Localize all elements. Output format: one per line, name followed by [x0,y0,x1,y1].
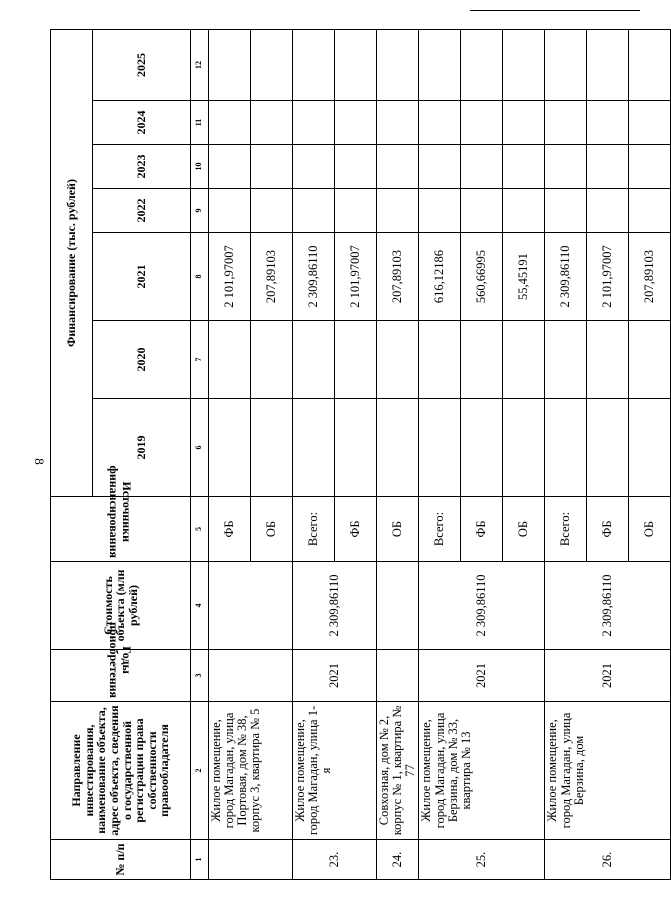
row-amount-empty [629,29,671,100]
row-amount-empty [209,29,251,100]
row-amount-empty [545,29,587,100]
row-amount-empty [503,321,545,399]
row-amount-empty [335,399,377,497]
row-source: ОБ [629,497,671,562]
row-amount-empty [545,101,587,145]
row-amount-empty [461,29,503,100]
header-year-2025: 2025 [93,29,191,100]
row-amount-empty [503,399,545,497]
table-row [377,29,419,879]
row-object: Совхозная, дом № 2, корпус № 1, квартира № 77 [377,702,419,840]
header-direction: Направление инвестирования, наименование объекта, адрес объекта, сведения о государственной регистрации права собственности правообладателя [51,702,191,840]
row-amount-empty [209,399,251,497]
row-amount-empty [377,101,419,145]
row-amount-2021: 2 309,86110 [545,233,587,321]
header-year-2019: 2019 [93,399,191,497]
header-cost: Стоимость объекта (млн рублей) [51,562,191,650]
row-amount-empty [209,321,251,399]
index-cell: 1 [191,840,209,880]
row-amount-empty [377,29,419,100]
index-cell: 7 [191,321,209,399]
row-amount-empty [335,321,377,399]
row-amount-2021: 2 101,97007 [209,233,251,321]
row-amount-empty [587,101,629,145]
row-amount-empty [503,101,545,145]
row-amount-empty [461,399,503,497]
row-object: Жилое помещение, город Магадан, улица Берзина, дом [545,702,671,840]
row-amount-empty [377,145,419,189]
row-amount-empty [251,101,293,145]
row-amount-empty [335,29,377,100]
row-source: ОБ [377,497,419,562]
row-amount-empty [293,399,335,497]
row-source: ФБ [335,497,377,562]
header-source-text: Источники финансирования [107,465,135,558]
row-source: ОБ [503,497,545,562]
row-amount-empty [461,321,503,399]
row-amount-empty [503,29,545,100]
row-amount-2021: 616,12186 [419,233,461,321]
rotated-table-wrapper [50,30,657,880]
row-year: 2021 [293,650,377,702]
row-amount-empty [419,189,461,233]
row-source: Всего: [419,497,461,562]
row-cost: 2 309,86110 [545,562,671,650]
row-amount-empty [335,189,377,233]
header-years [51,621,191,702]
row-amount-empty [461,145,503,189]
table-row [293,29,335,879]
financing-table [50,29,671,880]
row-year: 2021 [419,650,545,702]
row-amount-empty [545,399,587,497]
row-amount-empty [419,101,461,145]
row-amount-empty [251,399,293,497]
row-amount-empty [587,189,629,233]
row-amount-2021: 207,89103 [629,233,671,321]
index-cell: 8 [191,233,209,321]
row-object: Жилое помещение, город Магадан, улица Берзина, дом № 33, квартира № 13 [419,702,545,840]
row-amount-empty [461,189,503,233]
header-no: № п/п [51,840,191,880]
row-amount-empty [629,189,671,233]
index-cell: 11 [191,101,209,145]
row-object: Жилое помещение, город Магадан, улица Портовая, дом № 38, корпус 3, квартира № 5 [209,702,293,840]
row-amount-empty [461,101,503,145]
header-source [51,465,191,562]
row-amount-empty [335,145,377,189]
row-amount-empty [545,321,587,399]
row-amount-empty [587,145,629,189]
row-amount-empty [545,189,587,233]
row-amount-empty [335,101,377,145]
row-object: Жилое помещение, город Магадан, улица 1-я [293,702,377,840]
index-cell: 5 [191,497,209,562]
index-cell: 10 [191,145,209,189]
row-amount-empty [629,101,671,145]
header-years-text: Годы приобретения [107,621,135,699]
row-amount-empty [209,189,251,233]
row-amount-empty [587,29,629,100]
row-amount-2021: 2 309,86110 [293,233,335,321]
row-amount-empty [293,321,335,399]
row-amount-2021: 207,89103 [377,233,419,321]
row-amount-empty [587,321,629,399]
row-amount-2021: 2 101,97007 [335,233,377,321]
row-amount-empty [629,399,671,497]
index-cell: 3 [191,650,209,702]
top-rule [470,10,640,11]
row-cost: 2 309,86110 [419,562,545,650]
index-cell: 6 [191,399,209,497]
row-amount-empty [293,189,335,233]
row-amount-empty [251,29,293,100]
row-amount-empty [377,399,419,497]
row-amount-empty [377,321,419,399]
header-year-2022: 2022 [93,189,191,233]
row-amount-empty [419,321,461,399]
row-amount-empty [293,145,335,189]
row-source: ФБ [461,497,503,562]
row-year [209,650,293,702]
row-source: Всего: [293,497,335,562]
row-source: Всего: [545,497,587,562]
row-no: 24. [377,840,419,880]
row-amount-empty [251,145,293,189]
row-amount-2021: 2 101,97007 [587,233,629,321]
row-amount-empty [419,145,461,189]
row-no: 23. [293,840,377,880]
row-amount-empty [251,189,293,233]
row-amount-2021: 55,45191 [503,233,545,321]
page-number: 8 [31,458,47,465]
row-cost [209,562,293,650]
header-financing: Финансирование (тыс. рублей) [51,29,93,496]
header-year-2023: 2023 [93,145,191,189]
row-no: 26. [545,840,671,880]
table-row [209,29,251,879]
row-amount-empty [209,145,251,189]
row-source: ФБ [209,497,251,562]
row-amount-empty [293,101,335,145]
row-cost [377,562,419,650]
row-source: ОБ [251,497,293,562]
row-no: 25. [419,840,545,880]
row-no [209,840,293,880]
table-row [419,29,461,879]
row-amount-empty [503,145,545,189]
header-year-2020: 2020 [93,321,191,399]
row-amount-empty [587,399,629,497]
index-cell: 2 [191,702,209,840]
index-cell: 9 [191,189,209,233]
row-amount-2021: 560,66995 [461,233,503,321]
index-cell: 4 [191,562,209,650]
row-amount-2021: 207,89103 [251,233,293,321]
row-amount-empty [209,101,251,145]
header-year-2021: 2021 [93,233,191,321]
row-cost: 2 309,86110 [293,562,377,650]
table-row [545,29,587,879]
row-amount-empty [377,189,419,233]
row-amount-empty [545,145,587,189]
row-amount-empty [629,145,671,189]
row-amount-empty [629,321,671,399]
row-source: ФБ [587,497,629,562]
header-year-2024: 2024 [93,101,191,145]
row-year: 2021 [545,650,671,702]
index-cell: 12 [191,29,209,100]
row-amount-empty [503,189,545,233]
row-amount-empty [419,29,461,100]
row-year [377,650,419,702]
row-amount-empty [293,29,335,100]
row-amount-empty [419,399,461,497]
row-amount-empty [251,321,293,399]
